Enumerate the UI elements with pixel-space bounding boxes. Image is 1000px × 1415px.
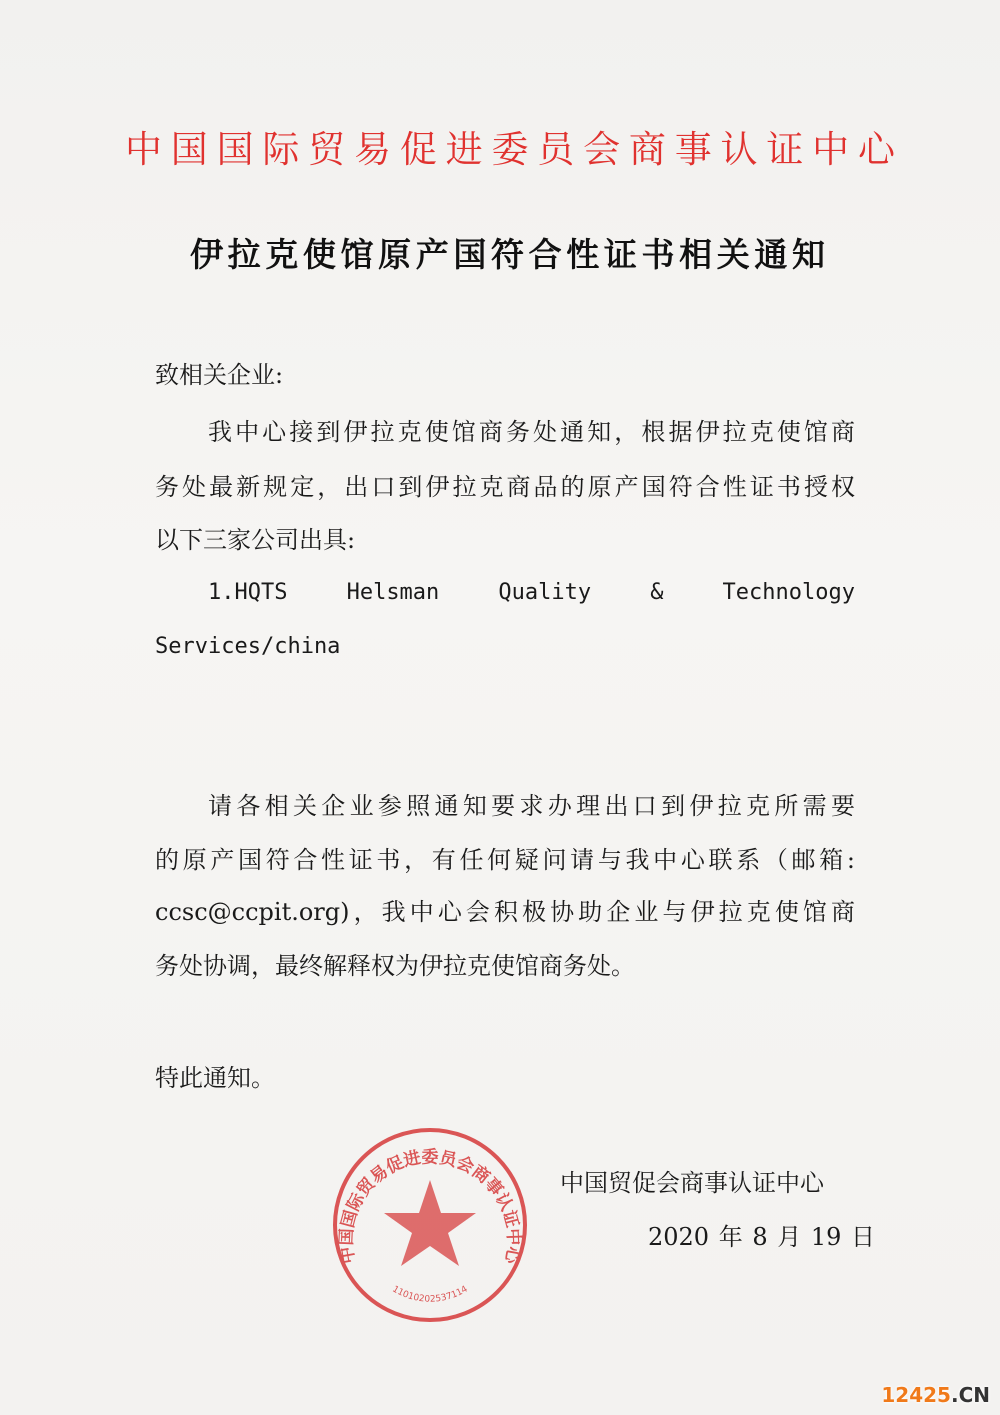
salutation: 致相关企业: <box>155 361 284 389</box>
paragraph-1-line-2: 务处最新规定，出口到伊拉克商品的原产国符合性证书授权 <box>155 473 855 501</box>
paragraph-2-line-1: 请各相关企业参照通知要求办理出口到伊拉克所需要 <box>208 792 855 820</box>
item-word: Helsman <box>346 580 440 605</box>
star-icon <box>384 1180 476 1266</box>
watermark-suffix: .CN <box>950 1383 990 1407</box>
watermark-number: 12425 <box>881 1383 951 1407</box>
date: 2020 年 8 月 19 日 <box>648 1223 876 1251</box>
list-item-1 <box>208 576 855 610</box>
list-item-1-continued: Services/china <box>155 634 341 659</box>
org-title: 中国国际贸易促进委员会商事认证中心 <box>125 128 895 171</box>
signature: 中国贸促会商事认证中心 <box>560 1169 824 1197</box>
notice-title: 伊拉克使馆原产国符合性证书相关通知 <box>190 235 825 274</box>
paragraph-2-line-3: ccsc@ccpit.org)，我中心会积极协助企业与伊拉克使馆商 <box>155 898 855 926</box>
stamp-ring-text: 中国国际贸易促进委员会商事认证中心 <box>336 1147 524 1266</box>
stamp-number: 11010202537114 <box>390 1284 470 1305</box>
item-word: & <box>650 580 664 605</box>
svg-text:11010202537114 <box>390 1284 470 1304</box>
paragraph-1-line-3: 以下三家公司出具: <box>155 526 356 554</box>
watermark-logo <box>881 1383 990 1407</box>
official-seal-stamp <box>330 1125 530 1325</box>
paragraph-1-line-1: 我中心接到伊拉克使馆商务处通知，根据伊拉克使馆商 <box>208 418 855 446</box>
item-word: Quality <box>498 580 592 605</box>
item-word: 1.HQTS <box>208 580 288 605</box>
closing: 特此通知。 <box>155 1064 275 1092</box>
item-word: Technology <box>722 580 855 605</box>
paragraph-2-line-4: 务处协调，最终解释权为伊拉克使馆商务处。 <box>155 952 635 980</box>
paragraph-2-line-2: 的原产国符合性证书，有任何疑问请与我中心联系（邮箱: <box>155 846 855 874</box>
